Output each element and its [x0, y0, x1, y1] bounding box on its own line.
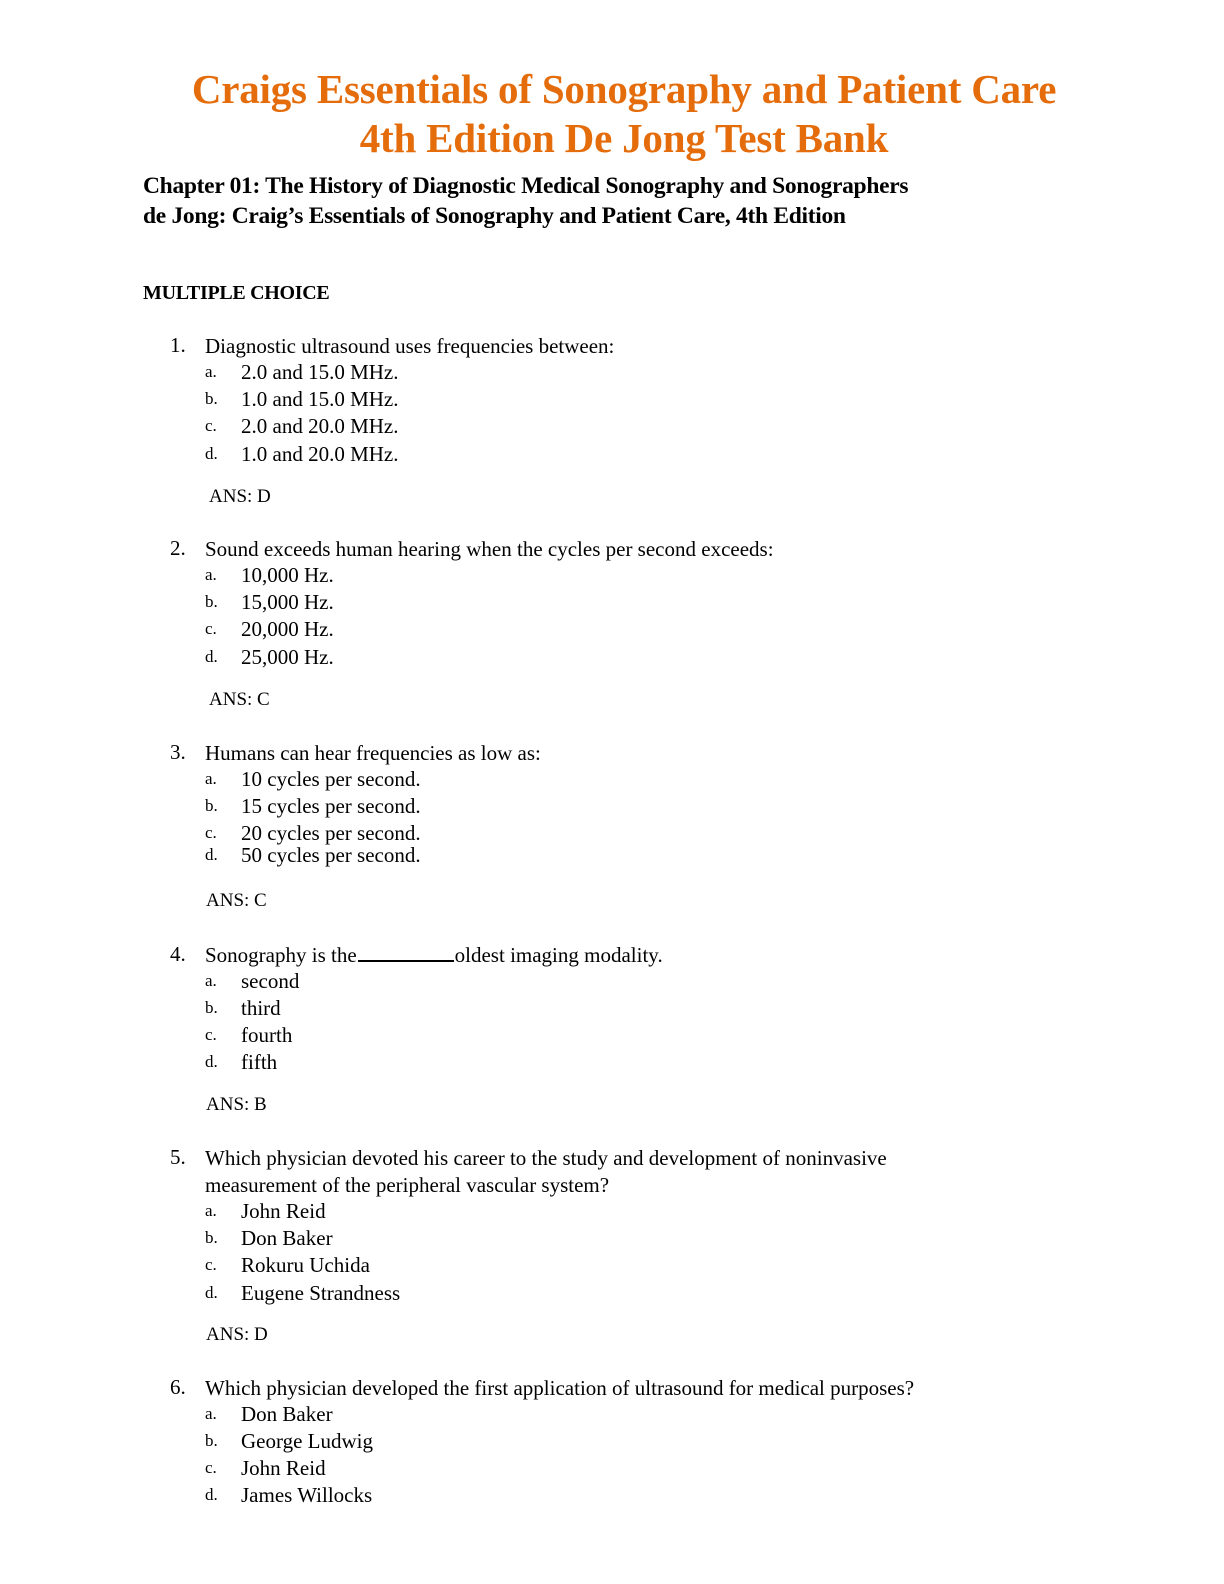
- document-title-line2: 4th Edition De Jong Test Bank: [359, 115, 889, 161]
- option-text: 15 cycles per second.: [241, 794, 421, 818]
- option-text: 2.0 and 20.0 MHz.: [241, 414, 399, 438]
- option-letter: c.: [205, 619, 217, 638]
- answer-key: ANS: D: [206, 1324, 268, 1345]
- option-letter: d.: [205, 444, 218, 463]
- option-text: second: [241, 969, 300, 993]
- question-text-line1: Which physician devoted his career to the study and development of noninvasive: [205, 1146, 887, 1170]
- option-text: John Reid: [241, 1456, 326, 1480]
- option-letter: b.: [205, 1228, 218, 1247]
- option-letter: c.: [205, 1255, 217, 1274]
- option-letter: a.: [205, 565, 217, 584]
- option-letter: c.: [205, 823, 217, 842]
- option-letter: a.: [205, 769, 217, 788]
- option-text: Don Baker: [241, 1226, 333, 1250]
- option-text: 1.0 and 20.0 MHz.: [241, 442, 399, 466]
- section-heading: MULTIPLE CHOICE: [143, 282, 330, 304]
- option-text: 10,000 Hz.: [241, 563, 334, 587]
- option-letter: c.: [205, 1025, 217, 1044]
- option-letter: b.: [205, 998, 218, 1017]
- option-text: 2.0 and 15.0 MHz.: [241, 360, 399, 384]
- option-text: fourth: [241, 1023, 293, 1047]
- option-letter: d.: [205, 647, 218, 666]
- question-text-before-blank: Sonography is the: [205, 943, 357, 967]
- question-number: 2.: [170, 536, 186, 560]
- answer-key: ANS: C: [209, 689, 270, 710]
- option-text: 10 cycles per second.: [241, 767, 421, 791]
- option-text: 25,000 Hz.: [241, 645, 334, 669]
- option-text: 1.0 and 15.0 MHz.: [241, 387, 399, 411]
- option-letter: a.: [205, 971, 217, 990]
- question-text: [205, 942, 1025, 969]
- option-letter: b.: [205, 389, 218, 408]
- option-letter: a.: [205, 1404, 217, 1423]
- option-letter: b.: [205, 592, 218, 611]
- fill-in-blank: [358, 942, 454, 962]
- question-text: Sound exceeds human hearing when the cycles per second exceeds:: [205, 537, 774, 561]
- option-letter: d.: [205, 845, 218, 864]
- option-letter: d.: [205, 1485, 218, 1504]
- chapter-heading: Chapter 01: The History of Diagnostic Medical Sonography and Sonographers: [143, 173, 909, 199]
- question-number: 5.: [170, 1145, 186, 1169]
- question-text: Diagnostic ultrasound uses frequencies between:: [205, 334, 615, 358]
- question-number: 1.: [170, 333, 186, 357]
- answer-key: ANS: D: [209, 486, 271, 507]
- option-text: third: [241, 996, 281, 1020]
- answer-key: ANS: C: [206, 890, 267, 911]
- option-text: Eugene Strandness: [241, 1281, 401, 1305]
- option-letter: d.: [205, 1283, 218, 1302]
- option-letter: a.: [205, 1201, 217, 1220]
- option-text: Rokuru Uchida: [241, 1253, 370, 1277]
- question-number: 6.: [170, 1375, 186, 1399]
- option-letter: c.: [205, 1458, 217, 1477]
- option-text: George Ludwig: [241, 1429, 373, 1453]
- option-text: 20 cycles per second.: [241, 821, 421, 845]
- option-text: 15,000 Hz.: [241, 590, 334, 614]
- option-letter: d.: [205, 1052, 218, 1071]
- option-letter: b.: [205, 1431, 218, 1450]
- question-text: Which physician developed the first application of ultrasound for medical purposes?: [205, 1376, 915, 1400]
- option-text: John Reid: [241, 1199, 326, 1223]
- book-reference: de Jong: Craig’s Essentials of Sonography and Patient Care, 4th Edition: [143, 203, 846, 229]
- question-number: 4.: [170, 942, 186, 966]
- option-text: fifth: [241, 1050, 278, 1074]
- question-text-line2: measurement of the peripheral vascular system?: [205, 1173, 610, 1197]
- option-letter: a.: [205, 362, 217, 381]
- question-text: Humans can hear frequencies as low as:: [205, 741, 541, 765]
- option-letter: b.: [205, 796, 218, 815]
- document-title-line1: Craigs Essentials of Sonography and Patient Care: [191, 66, 1057, 112]
- question-number: 3.: [170, 740, 186, 764]
- question-text-after-blank: oldest imaging modality.: [454, 943, 663, 967]
- option-text: 50 cycles per second.: [241, 843, 421, 867]
- option-letter: c.: [205, 416, 217, 435]
- answer-key: ANS: B: [206, 1094, 267, 1115]
- option-text: 20,000 Hz.: [241, 617, 334, 641]
- option-text: James Willocks: [241, 1483, 373, 1507]
- option-text: Don Baker: [241, 1402, 333, 1426]
